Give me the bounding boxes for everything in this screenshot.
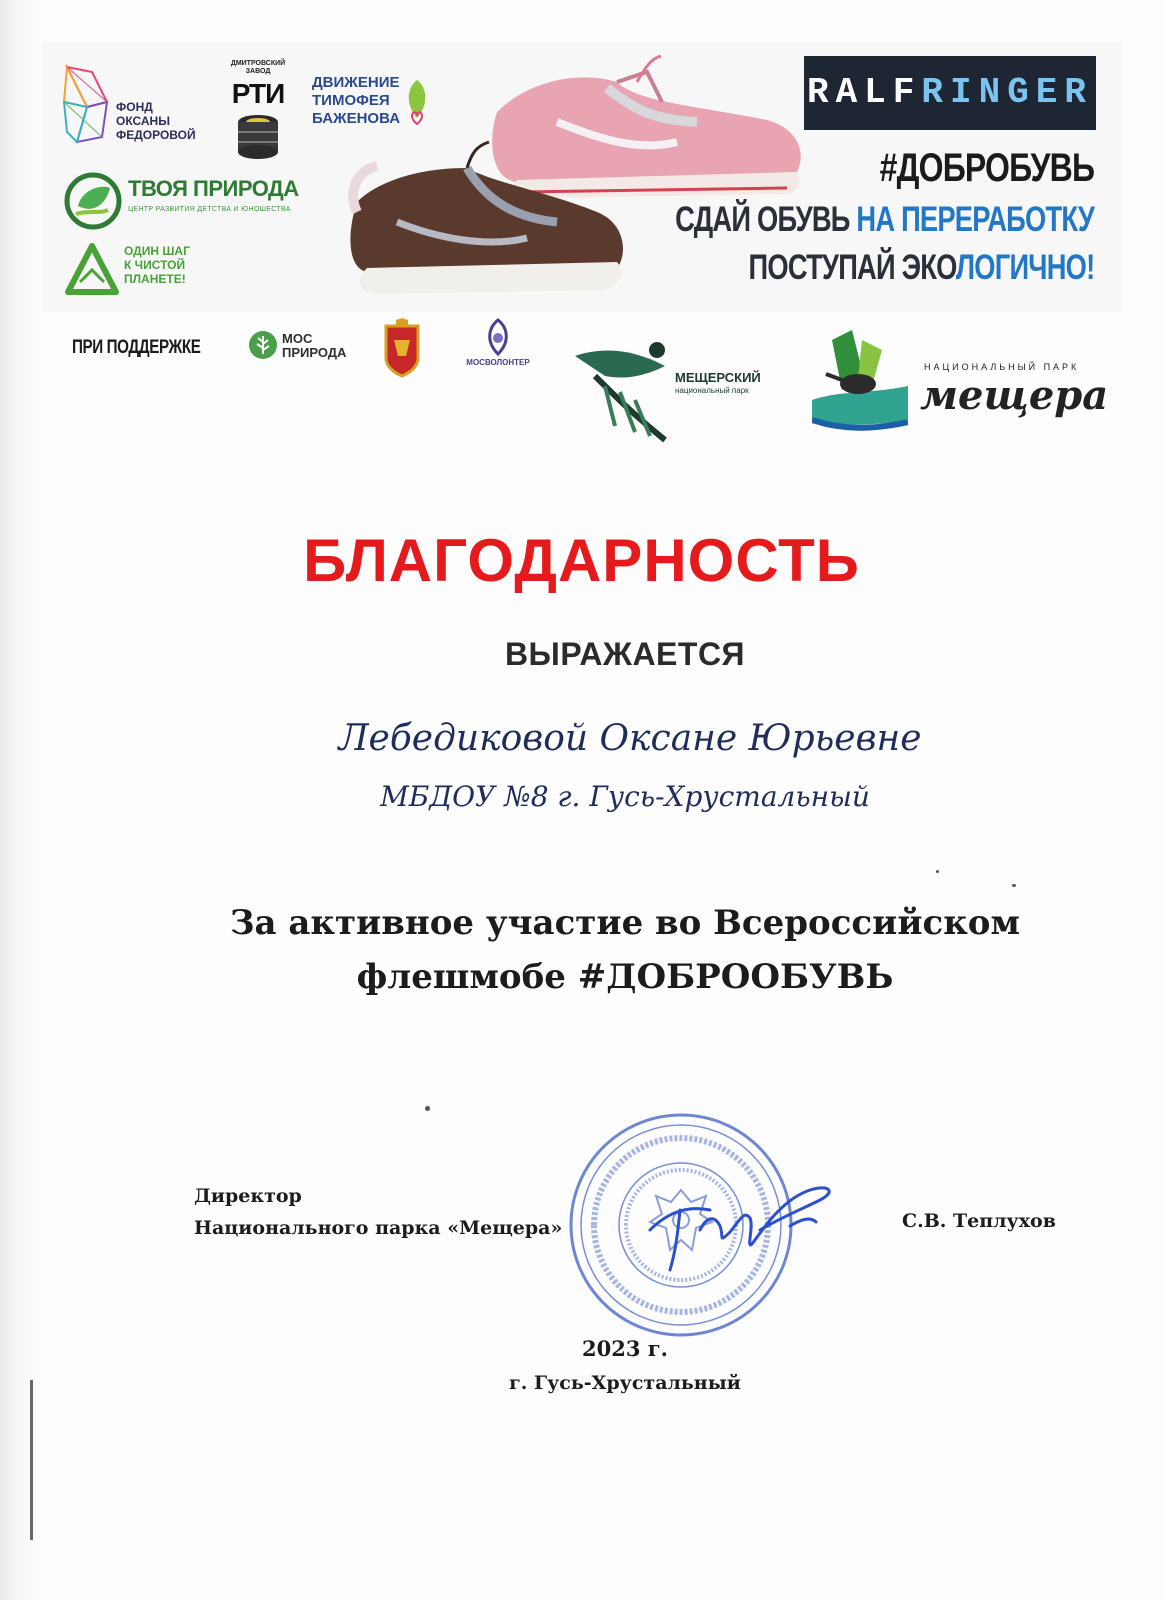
issue-city: г. Гусь-Хрустальный [509,1372,741,1394]
mosvolonter-logo [458,318,538,374]
scan-speck [1012,884,1016,887]
support-label: ПРИ ПОДДЕРЖКЕ [72,337,201,358]
tvoya-priroda-subtitle: ЦЕНТР РАЗВИТИЯ ДЕТСТВА И ЮНОШЕСТВА [128,206,291,213]
meshchera-big-text: мещера [920,372,1109,419]
certificate-title: БЛАГОДАРНОСТЬ [303,527,860,594]
odin-shag-logo [64,242,264,312]
recipient-organization: МБДОУ №8 г. Гусь-Хрустальный [380,780,870,813]
fond-fedorovoy-logo [62,62,202,152]
slogan-line-2 [748,248,1094,288]
meshchersky-subtitle: национальный парк [675,386,749,395]
mospriroda-text: МОС ПРИРОДА [282,331,347,360]
rti-logo [228,60,288,160]
butterfly-icon [62,62,112,152]
dvizhenie-text: ДВИЖЕНИЕ ТИМОФЕЯ БАЖЕНОВА [312,74,401,127]
coat-of-arms-icon [380,318,424,378]
odin-shag-text: ОДИН ШАГ К ЧИСТОЙ ПЛАНЕТЕ! [124,244,190,286]
signer-name: С.В. Теплухов [902,1210,1056,1232]
pink-sneaker-icon [492,56,801,198]
recycle-icon [64,242,120,302]
scan-speck [425,1106,430,1111]
slogan1-blue: НА ПЕРЕРАБОТКУ [856,200,1094,239]
scan-speck [936,870,939,873]
brand-part-2: RINGER [921,72,1094,113]
meshchera-park-logo [812,330,1112,440]
mospriroda-logo [248,330,368,370]
rti-top-text: ДМИТРОВСКИЙ ЗАВОД [230,60,286,75]
volunteer-drop-icon [484,318,512,356]
tvoya-priroda-logo [64,170,299,240]
rti-main-text: РТИ [231,78,285,109]
campaign-banner [42,42,1122,312]
meshchera-small-text: НАЦИОНАЛЬНЫЙ ПАРК [924,362,1080,372]
ralf-ringer-logo [804,56,1096,130]
position-line-1: Директор [194,1185,302,1207]
recipient-name: Лебедиковой Оксане Юрьевне [338,718,922,759]
tree-circle-icon [248,330,278,360]
tire-stack-icon [236,114,280,160]
meshchersky-park-logo [575,336,795,446]
handwritten-signature [640,1170,840,1280]
certificate-verb: ВЫРАЖАЕТСЯ [504,636,746,672]
reason-line-1: За активное участие во Всероссийском [229,903,1021,943]
tvoya-priroda-name: ТВОЯ ПРИРОДА [128,176,299,201]
award-reason [0,896,1163,1004]
brand-part-1: RALF [806,72,922,113]
slogan2-blue: ЛОГИЧНО! [955,248,1094,287]
issue-year: 2023 г. [582,1336,668,1361]
campaign-hashtag: #ДОБРОБУВЬ [879,146,1094,190]
fond-logo-text: ФОНД ОКСАНЫ ФЕДОРОВОЙ [116,100,196,142]
reason-line-2: флешмобе #ДОБРООБУВЬ [356,957,894,997]
director-position [194,1180,562,1244]
slogan-line-1 [675,200,1094,240]
slogan2-dark: ПОСТУПАЙ ЭКО [748,248,956,287]
position-line-2: Национального парка «Мещера» [194,1217,563,1239]
globe-leaf-icon [64,170,122,232]
bird-landscape-icon [812,330,908,438]
heron-bird-icon [575,336,675,446]
scan-edge-line [30,1380,33,1540]
mosvolonter-text: МОСВОЛОНТЕР [466,358,530,367]
meshchersky-title: МЕЩЕРСКИЙ [675,370,761,385]
slogan1-dark: СДАЙ ОБУВЬ [675,200,857,239]
